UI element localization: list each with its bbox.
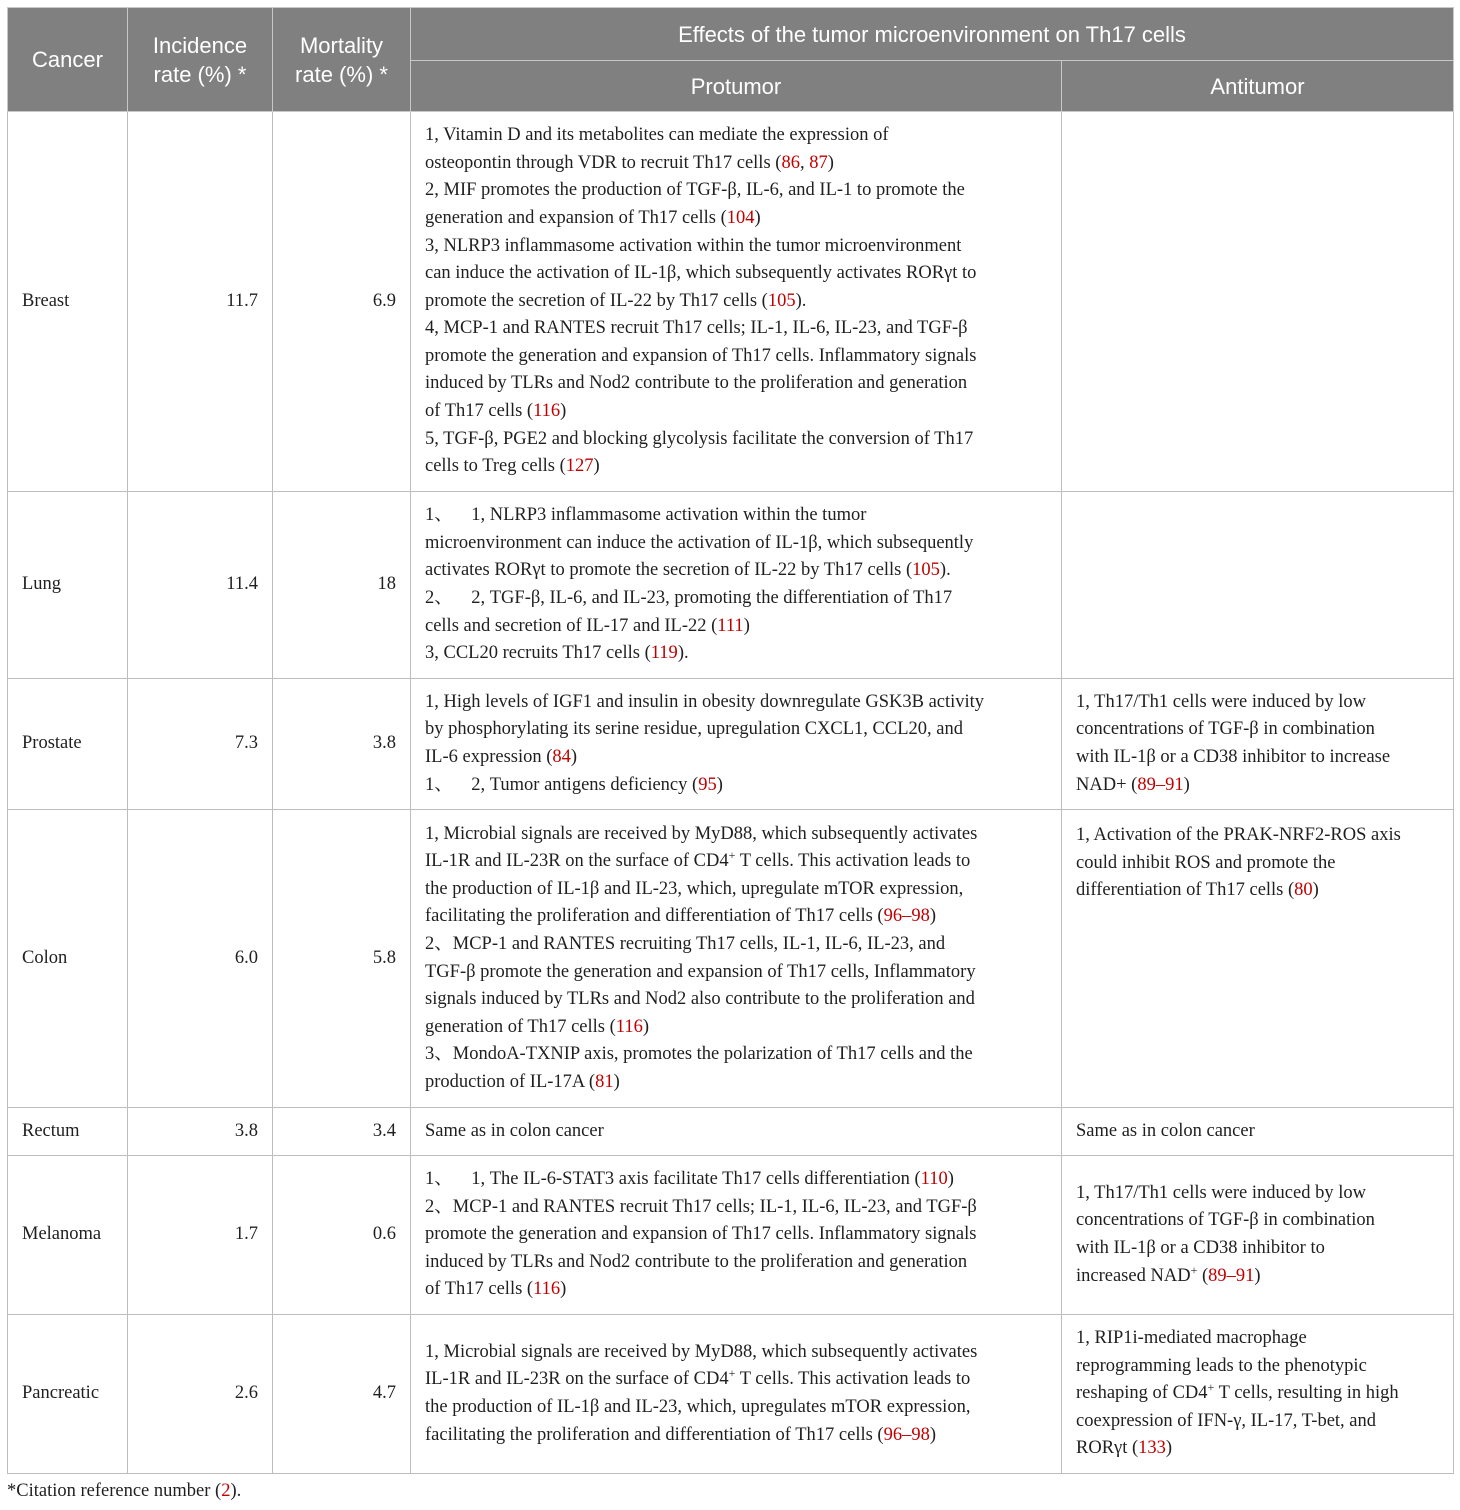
antitumor-cell <box>1062 1315 1454 1474</box>
text-segment: could inhibit ROS and promote the <box>1076 852 1336 873</box>
mortality-cell: 18 <box>273 492 411 679</box>
text-segment: with IL-1β or a CD38 inhibitor to <box>1076 1238 1325 1258</box>
text-line <box>425 1221 1047 1249</box>
text-segment: ) <box>929 1424 937 1445</box>
reference-link[interactable]: 133 <box>1138 1438 1166 1459</box>
text-segment: reprogramming leads to the phenotypic <box>1076 1355 1367 1376</box>
text-line <box>1076 1408 1439 1436</box>
text-segment: NAD+ ( <box>1076 774 1138 795</box>
text-segment: 2、MCP-1 and RANTES recruiting Th17 cells, IL-1, IL-6, IL-23, and <box>425 933 946 954</box>
reference-link[interactable]: 84 <box>552 747 571 767</box>
text-segment: microenvironment can induce the activation of IL-1β, which subsequently <box>425 532 974 553</box>
header-protumor: Protumor <box>411 61 1062 112</box>
text-segment: induced by TLRs and Nod2 contribute to the proliferation and generation <box>425 1251 968 1272</box>
text-segment: ) <box>560 401 567 422</box>
text-segment: ( <box>1197 1265 1209 1286</box>
text-line <box>1076 744 1439 772</box>
protumor-cell <box>411 1315 1062 1474</box>
cancer-cell: Breast <box>8 112 128 492</box>
text-segment: ) <box>716 774 723 795</box>
text-segment: 3、MondoA-TXNIP axis, promotes the polarization of Th17 cells and the <box>425 1044 973 1065</box>
table-row-lung <box>8 492 1454 679</box>
header-mortality-line: Mortality <box>299 32 384 58</box>
reference-link[interactable]: 80 <box>1294 880 1313 901</box>
text-segment: of Th17 cells ( <box>425 1279 534 1300</box>
text-line <box>425 557 1047 585</box>
text-segment: 2、 2, TGF-β, IL-6, and IL-23, promoting the differentiation of Th17 <box>425 588 953 608</box>
text-segment: ). <box>939 560 951 581</box>
text-segment: facilitating the proliferation and differentiation of Th17 cells ( <box>425 906 884 927</box>
text-segment: Same as in colon cancer <box>425 1120 604 1141</box>
reference-link[interactable]: 119 <box>650 643 678 664</box>
text-line <box>425 959 1047 987</box>
text-segment: ) <box>743 615 750 636</box>
text-segment: can induce the activation of IL-1β, which subsequently activates RORγt to <box>425 263 977 284</box>
table-row-melanoma <box>8 1156 1454 1315</box>
text-line <box>425 233 1047 261</box>
text-line <box>425 640 1047 668</box>
protumor-cell <box>411 1108 1062 1156</box>
text-segment: cells and secretion of IL-17 and IL-22 ( <box>425 615 718 636</box>
text-segment: T cells, resulting in high <box>1214 1383 1399 1404</box>
reference-link[interactable]: 116 <box>533 1279 561 1300</box>
text-segment: promote the generation and expansion of Th17 cells. Inflammatory signals <box>425 345 977 366</box>
text-segment: 1, Vitamin D and its metabolites can mediate the expression of <box>425 125 889 146</box>
reference-link[interactable]: 116 <box>533 401 561 422</box>
text-line <box>425 453 1047 481</box>
text-segment: T cells. This activation leads to <box>735 851 971 872</box>
text-segment: generation and expansion of Th17 cells ( <box>425 207 727 228</box>
text-segment: *Citation reference number ( <box>7 1481 222 1501</box>
header-antitumor: Antitumor <box>1062 61 1454 112</box>
text-segment: the production of IL-1β and IL-23, which, upregulates mTOR expression, <box>425 1397 971 1417</box>
text-segment: ) <box>1165 1438 1173 1459</box>
text-line <box>1076 1263 1439 1291</box>
table-body <box>8 112 1454 1474</box>
text-line <box>425 903 1047 931</box>
protumor-cell <box>411 492 1062 679</box>
text-segment: of Th17 cells ( <box>425 401 534 422</box>
footnote <box>7 1481 241 1502</box>
table-row-pancreatic <box>8 1315 1454 1474</box>
antitumor-cell <box>1062 492 1454 679</box>
cancer-cell: Melanoma <box>8 1156 128 1315</box>
text-line <box>1076 1180 1439 1208</box>
header-row-1 <box>8 8 1454 61</box>
text-segment: ). <box>795 290 807 311</box>
reference-link[interactable]: 96–98 <box>883 906 930 927</box>
text-line <box>425 343 1047 371</box>
reference-link[interactable]: 89–91 <box>1137 774 1184 795</box>
mortality-cell: 3.4 <box>273 1108 411 1156</box>
text-line <box>1076 822 1439 850</box>
text-line <box>425 1394 1047 1422</box>
text-line <box>425 426 1047 454</box>
mortality-cell: 4.7 <box>273 1315 411 1474</box>
text-segment: ) <box>754 207 761 228</box>
text-segment: 1、 1, The IL-6-STAT3 axis facilitate Th17 cells differentiation ( <box>425 1169 921 1190</box>
text-segment: production of IL-17A ( <box>425 1071 596 1092</box>
text-line <box>425 744 1047 772</box>
text-segment: Same as in colon cancer <box>1076 1120 1255 1141</box>
reference-link[interactable]: 116 <box>615 1016 643 1037</box>
text-segment: the production of IL-1β and IL-23, which, upregulate mTOR expression, <box>425 878 964 899</box>
text-segment: ) <box>827 152 834 173</box>
protumor-cell <box>411 679 1062 810</box>
text-segment: ) <box>570 747 578 767</box>
text-line <box>425 370 1047 398</box>
text-line <box>425 530 1047 558</box>
superscript: + <box>728 847 736 862</box>
text-segment: 4, MCP-1 and RANTES recruit Th17 cells; IL-1, IL-6, IL-23, and TGF-β <box>425 318 968 339</box>
reference-link[interactable]: 95 <box>698 774 717 795</box>
text-segment: ) <box>947 1169 954 1190</box>
text-segment: ) <box>1312 880 1319 901</box>
protumor-cell <box>411 1156 1062 1315</box>
cancer-cell: Lung <box>8 492 128 679</box>
antitumor-cell <box>1062 679 1454 810</box>
text-line <box>425 1014 1047 1042</box>
header-cancer: Cancer <box>8 8 128 112</box>
text-segment: T cells. This activation leads to <box>735 1369 971 1390</box>
text-line <box>1076 689 1439 717</box>
text-segment: cells to Treg cells ( <box>425 456 566 477</box>
text-line <box>425 1118 1047 1146</box>
text-line <box>425 1276 1047 1304</box>
text-segment: 1, Activation of the PRAK-NRF2-ROS axis <box>1076 825 1401 845</box>
text-segment: differentiation of Th17 cells ( <box>1076 880 1295 901</box>
text-segment: ) <box>613 1071 620 1092</box>
text-segment: generation of Th17 cells ( <box>425 1016 616 1037</box>
text-line <box>425 502 1047 530</box>
text-segment: 3, NLRP3 inflammasome activation within the tumor microenvironment <box>425 235 962 256</box>
text-segment: concentrations of TGF-β in combination <box>1076 1210 1375 1231</box>
text-segment: signals induced by TLRs and Nod2 also contribute to the proliferation and <box>425 989 975 1010</box>
superscript: + <box>1190 1262 1198 1277</box>
text-line <box>425 1366 1047 1394</box>
text-line <box>425 585 1047 613</box>
header-incidence-line: rate (%) * <box>153 61 247 87</box>
header-incidence-line: Incidence <box>152 32 248 58</box>
text-segment: 1, Th17/Th1 cells were induced by low <box>1076 691 1366 712</box>
text-line <box>425 1194 1047 1222</box>
table-row-prostate <box>8 679 1454 810</box>
text-line <box>1076 1380 1439 1408</box>
header-effects: Effects of the tumor microenvironment on Th17 cells <box>411 8 1454 61</box>
text-segment: reshaping of CD4 <box>1076 1383 1208 1404</box>
text-segment: increased NAD <box>1076 1265 1191 1286</box>
text-segment: 1、 2, Tumor antigens deficiency ( <box>425 774 699 795</box>
text-segment: 1, Microbial signals are received by MyD88, which subsequently activates <box>425 823 978 844</box>
text-line <box>425 772 1047 800</box>
text-line <box>1076 850 1439 878</box>
text-line <box>1076 1207 1439 1235</box>
text-line <box>425 315 1047 343</box>
text-segment: with IL-1β or a CD38 inhibitor to increase <box>1076 747 1391 767</box>
text-segment: 2, MIF promotes the production of TGF-β, IL-6, and IL-1 to promote the <box>425 180 965 201</box>
text-segment: coexpression of IFN-γ, IL-17, T-bet, and <box>1076 1410 1377 1431</box>
mortality-cell: 5.8 <box>273 810 411 1108</box>
text-segment: IL-1R and IL-23R on the surface of CD4 <box>425 1369 729 1390</box>
cancer-cell: Colon <box>8 810 128 1108</box>
text-line <box>425 122 1047 150</box>
superscript: + <box>1207 1380 1215 1395</box>
incidence-cell: 3.8 <box>128 1108 273 1156</box>
text-segment: by phosphorylating its serine residue, upregulation CXCL1, CCL20, and <box>425 719 963 740</box>
text-line <box>1076 1435 1439 1463</box>
text-segment: promote the generation and expansion of Th17 cells. Inflammatory signals <box>425 1224 977 1245</box>
incidence-cell: 1.7 <box>128 1156 273 1315</box>
text-segment: facilitating the proliferation and differentiation of Th17 cells ( <box>425 1424 884 1445</box>
reference-link[interactable]: 87 <box>809 152 828 173</box>
text-line <box>425 848 1047 876</box>
text-segment: RORγt ( <box>1076 1438 1139 1459</box>
text-line <box>425 1069 1047 1097</box>
text-line <box>1076 877 1439 905</box>
text-segment: TGF-β promote the generation and expansion of Th17 cells, Inflammatory <box>425 961 976 982</box>
reference-link[interactable]: 111 <box>717 615 744 636</box>
text-line <box>425 986 1047 1014</box>
incidence-cell: 2.6 <box>128 1315 273 1474</box>
text-segment: ) <box>1183 774 1190 795</box>
superscript: + <box>728 1366 736 1381</box>
text-line <box>425 876 1047 904</box>
reference-link[interactable]: 81 <box>595 1071 614 1092</box>
text-segment: osteopontin through VDR to recruit Th17 cells ( <box>425 152 782 173</box>
text-segment: ) <box>593 456 600 477</box>
antitumor-cell <box>1062 810 1454 1108</box>
reference-link[interactable]: 104 <box>726 207 755 228</box>
table-row-rectum <box>8 1108 1454 1156</box>
header-incidence <box>128 8 273 112</box>
protumor-cell <box>411 810 1062 1108</box>
text-line <box>425 1339 1047 1367</box>
text-segment: concentrations of TGF-β in combination <box>1076 719 1375 740</box>
text-line <box>425 398 1047 426</box>
text-segment: , <box>799 152 810 173</box>
header-mortality-line: rate (%) * <box>295 61 388 87</box>
th17-effects-table <box>7 7 1454 1474</box>
incidence-cell: 6.0 <box>128 810 273 1108</box>
antitumor-cell <box>1062 112 1454 492</box>
cancer-cell: Pancreatic <box>8 1315 128 1474</box>
text-line <box>1076 716 1439 744</box>
reference-link[interactable]: 89–91 <box>1208 1265 1255 1286</box>
text-segment: 1, High levels of IGF1 and insulin in obesity downregulate GSK3B activity <box>425 691 985 712</box>
reference-link[interactable]: 127 <box>565 456 594 477</box>
text-segment: ) <box>560 1279 567 1300</box>
reference-link[interactable]: 96–98 <box>883 1424 930 1445</box>
text-segment: induced by TLRs and Nod2 contribute to the proliferation and generation <box>425 373 968 394</box>
text-line <box>425 1249 1047 1277</box>
text-line <box>425 613 1047 641</box>
incidence-cell: 7.3 <box>128 679 273 810</box>
text-line <box>1076 772 1439 800</box>
mortality-cell: 6.9 <box>273 112 411 492</box>
mortality-cell: 0.6 <box>273 1156 411 1315</box>
text-line <box>1076 1325 1439 1353</box>
text-line <box>425 205 1047 233</box>
reference-link[interactable]: 110 <box>920 1169 948 1190</box>
text-line <box>425 288 1047 316</box>
text-segment: 3, CCL20 recruits Th17 cells ( <box>425 643 651 664</box>
reference-link[interactable]: 86 <box>781 152 800 173</box>
table-row-colon <box>8 810 1454 1108</box>
text-line <box>1076 1353 1439 1381</box>
text-line <box>425 1422 1047 1450</box>
text-line <box>425 821 1047 849</box>
antitumor-cell <box>1062 1156 1454 1315</box>
table-row-breast <box>8 112 1454 492</box>
text-segment: ). <box>230 1481 242 1501</box>
text-line <box>425 716 1047 744</box>
text-segment: 2、MCP-1 and RANTES recruit Th17 cells; IL-1, IL-6, IL-23, and TGF-β <box>425 1196 977 1217</box>
text-line <box>425 1041 1047 1069</box>
text-segment: activates RORγt to promote the secretion of IL-22 by Th17 cells ( <box>425 560 913 581</box>
cancer-cell: Rectum <box>8 1108 128 1156</box>
incidence-cell: 11.7 <box>128 112 273 492</box>
text-segment: ). <box>677 643 689 664</box>
text-segment: ) <box>929 906 937 927</box>
text-segment: 1, Th17/Th1 cells were induced by low <box>1076 1182 1366 1203</box>
text-segment: IL-1R and IL-23R on the surface of CD4 <box>425 851 729 872</box>
mortality-cell: 3.8 <box>273 679 411 810</box>
text-segment: promote the secretion of IL-22 by Th17 cells ( <box>425 290 768 311</box>
protumor-cell <box>411 112 1062 492</box>
incidence-cell: 11.4 <box>128 492 273 679</box>
header-mortality <box>273 8 411 112</box>
text-segment: 5, TGF-β, PGE2 and blocking glycolysis facilitate the conversion of Th17 <box>425 428 974 449</box>
cancer-cell: Prostate <box>8 679 128 810</box>
reference-link[interactable]: 2 <box>221 1481 231 1501</box>
text-line <box>1076 1118 1439 1146</box>
text-segment: IL-6 expression ( <box>425 747 553 767</box>
text-line <box>425 150 1047 178</box>
reference-link[interactable]: 105 <box>912 560 940 581</box>
text-line <box>425 260 1047 288</box>
reference-link[interactable]: 105 <box>767 290 796 311</box>
text-segment: 1, Microbial signals are received by MyD88, which subsequently activates <box>425 1341 978 1362</box>
text-segment: ) <box>1254 1265 1261 1286</box>
antitumor-cell <box>1062 1108 1454 1156</box>
text-line <box>425 1166 1047 1194</box>
text-line <box>425 931 1047 959</box>
text-segment: 1, RIP1i-mediated macrophage <box>1076 1328 1307 1349</box>
text-line <box>425 177 1047 205</box>
text-segment: ) <box>642 1016 650 1037</box>
text-line <box>425 689 1047 717</box>
text-line <box>1076 1235 1439 1263</box>
text-segment: 1、 1, NLRP3 inflammasome activation within the tumor <box>425 505 867 526</box>
